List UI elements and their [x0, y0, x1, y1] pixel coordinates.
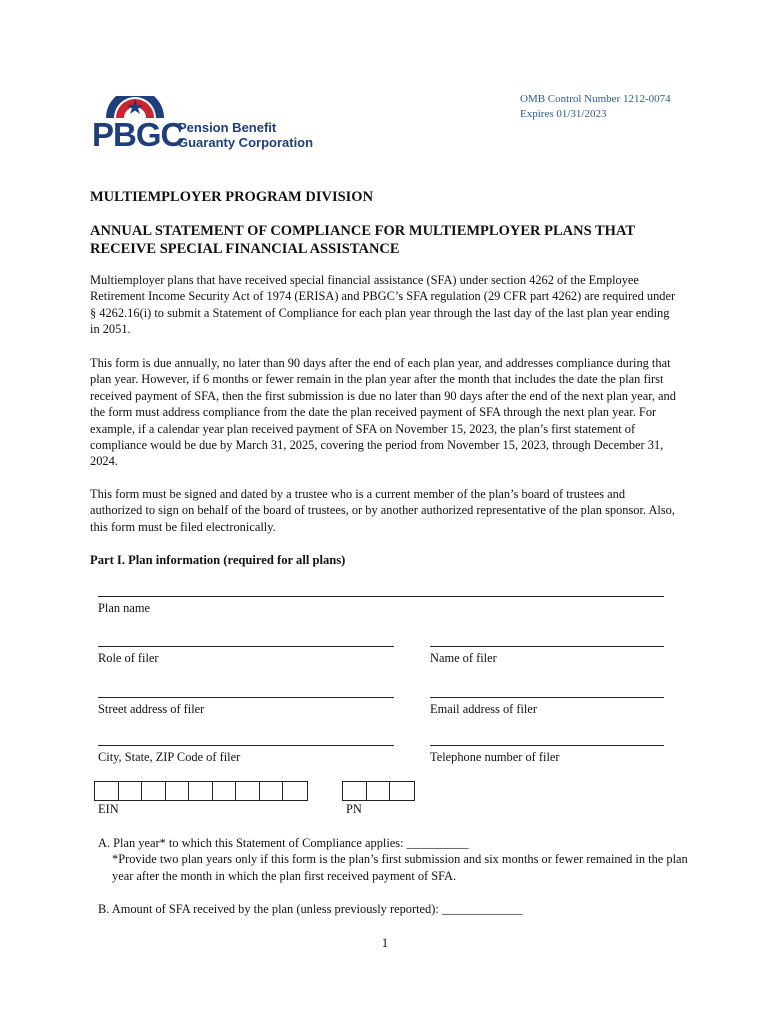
due-date-paragraph: This form is due annually, no later than 90 days after the end of each plan year, and addresses compliance during that plan year. However, if 6 months or fewer remain in the plan year after the month that includes the date the plan first received payment of SFA, then the first submission is due no later than 90 days after the end of the next plan year, and the form must address compliance from the date the plan received payment of SFA through the next plan year. For example, if a calendar year plan received payment of SFA on November 15, 2023, the plan’s first statement of compliance would be due by March 31, 2025, covering the period from November 15, 2023, through December 31, 2024.: [90, 356, 676, 469]
question-a-note: *Provide two plan years only if this form is the plan’s first submission and six months or fewer remained in the plan year after the month in which the plan first received payment of SFA.: [112, 852, 688, 883]
email-address-label: Email address of filer: [430, 702, 538, 716]
ein-digit-box[interactable]: [119, 782, 143, 800]
telephone-label: Telephone number of filer: [430, 750, 560, 764]
omb-info: [520, 92, 671, 122]
street-address-label: Street address of filer: [98, 702, 205, 716]
omb-expiration: Expires 01/31/2023: [520, 108, 607, 120]
ein-digit-box[interactable]: [95, 782, 119, 800]
name-of-filer-label: Name of filer: [430, 651, 497, 665]
omb-control-number: OMB Control Number 1212-0074: [520, 93, 671, 105]
question-b: B. Amount of SFA received by the plan (unless previously reported): _____________: [98, 902, 523, 916]
form-title-line2: RECEIVE SPECIAL FINANCIAL ASSISTANCE: [90, 241, 400, 257]
street-address-field[interactable]: [98, 697, 394, 698]
ein-label: EIN: [98, 802, 119, 816]
telephone-field[interactable]: [430, 745, 664, 746]
plan-name-label: Plan name: [98, 601, 150, 615]
logo-name-line2: Guaranty Corporation: [178, 135, 314, 150]
part1-title: Part I. Plan information (required for all plans): [90, 553, 346, 567]
logo-name: [178, 120, 313, 150]
email-address-field[interactable]: [430, 697, 664, 698]
ein-digit-box[interactable]: [260, 782, 284, 800]
city-state-zip-field[interactable]: [98, 745, 394, 746]
signature-paragraph: This form must be signed and dated by a trustee who is a current member of the plan’s board of trustees and authorized to sign on behalf of the board of trustees, or by another authorized representative of the plan sponsor. Also, this form must be filed electronically.: [90, 487, 675, 534]
logo-name-line1: Pension Benefit: [178, 120, 277, 135]
ein-digit-box[interactable]: [283, 782, 307, 800]
city-state-zip-label: City, State, ZIP Code of filer: [98, 750, 241, 764]
name-of-filer-field[interactable]: [430, 646, 664, 647]
intro-paragraph: Multiemployer plans that have received special financial assistance (SFA) under section 4262 of the Employee Retirement Income Security Act of 1974 (ERISA) and PBGC’s SFA regulation (29 CFR part 4262) are required under § 4262.16(i) to submit a Statement of Compliance for each plan year through the last day of the last plan year ending in 2051.: [90, 273, 676, 337]
logo-acronym: PBGC: [92, 116, 184, 153]
ein-digit-box[interactable]: [213, 782, 237, 800]
pn-digit-box[interactable]: [343, 782, 367, 800]
pn-digit-box[interactable]: [367, 782, 391, 800]
ein-input-boxes[interactable]: [94, 781, 308, 801]
pn-digit-box[interactable]: [390, 782, 414, 800]
role-of-filer-field[interactable]: [98, 646, 394, 647]
pn-label: PN: [346, 802, 362, 816]
role-of-filer-label: Role of filer: [98, 651, 159, 665]
ein-digit-box[interactable]: [236, 782, 260, 800]
ein-digit-box[interactable]: [142, 782, 166, 800]
pn-input-boxes[interactable]: [342, 781, 415, 801]
ein-digit-box[interactable]: [189, 782, 213, 800]
plan-name-field[interactable]: [98, 596, 664, 597]
pbgc-logo: [92, 96, 322, 156]
ein-digit-box[interactable]: [166, 782, 190, 800]
question-a-text: A. Plan year* to which this Statement of Compliance applies: __________: [98, 836, 469, 850]
page-number: 1: [381, 935, 389, 950]
form-title-line1: ANNUAL STATEMENT OF COMPLIANCE FOR MULTIEMPLOYER PLANS THAT: [90, 223, 636, 239]
question-a: [98, 835, 698, 884]
division-title: MULTIEMPLOYER PROGRAM DIVISION: [90, 189, 374, 205]
